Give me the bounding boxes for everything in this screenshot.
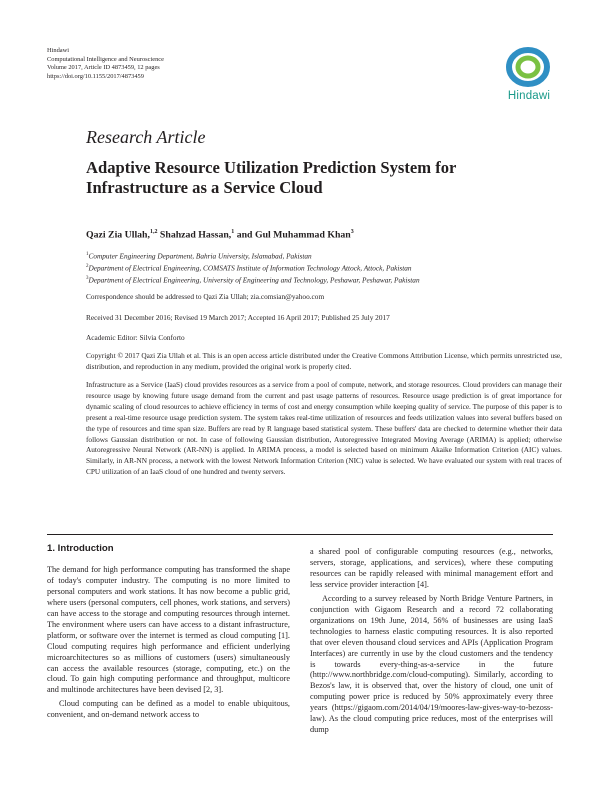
author-affiliation-mark: 3 [350,229,354,235]
affiliation-item: $^1$Computer Engineering Department, Bahria University, Islamabad, Pakistan [86,251,312,261]
title-line-1: Adaptive Resource Utilization Prediction System for [86,158,457,177]
author-affiliation-mark: 1,2 [149,229,158,235]
paragraph: According to a survey released by North Bridge Venture Partners, in conjunction with Gigaom Research and a record 72 collaborating organizations on 19th June, 2014, 56% of businesses are using IaaS technologies to harness elastic computing resources. It is also reported that over eleven thousand cloud services and APIs (Application Program Interfaces) are currently in use by the cloud customers and the tendency is towards every-thing-as-a-service in the future (http://www.northbridge.com/cloud-computing). Similarly, according to Bezos's law, it is observed that, over the history of cloud, one unit of computing power price is reduced by 50% approximately every three years (https://gigaom.com/2014/04/19/moores-law-gives-way-to-bezoss-law). As the cloud computing price reduces, most of the enterprises will dump [310,593,553,735]
journal-name: Computational Intelligence and Neuroscience [47,55,164,63]
hindawi-logo-text: Hindawi [507,90,551,102]
section-divider [47,534,553,535]
copyright-notice: Copyright © 2017 Qazi Zia Ullah et al. This is an open access article distributed under the Creative Commons Attribution License, which permits unrestricted use, distribution, and reproduction in any medium, provided the original work is properly cited. [86,351,562,371]
left-column [47,544,290,721]
publication-dates: Received 31 December 2016; Revised 19 March 2017; Accepted 16 April 2017; Published 25 July 2017 [86,313,390,322]
title-line-2: Infrastructure as a Service Cloud [86,178,323,197]
section-heading: 1. Introduction [47,543,114,554]
article-title [86,158,526,198]
author-name: Qazi Zia Ullah, [86,229,150,241]
author-affiliation-mark: 1 [231,229,235,235]
paragraph: Cloud computing can be defined as a model to enable ubiquitous, convenient, and on-demand network access to [47,699,290,720]
abstract: Infrastructure as a Service (IaaS) cloud provides resources as a service from a pool of compute, network, and storage resources. Cloud providers can manage their resource usage by knowing future usage demand from the current and past usage patterns of resources. Resource usage prediction is of great importance for dynamic scaling of cloud resources to achieve efficiency in terms of cost and energy consumption while keeping quality of service. The purpose of this paper is to present a real-time resource usage prediction system. The system takes real-time utilization of resources and feeds utilization values into several buffers based on the type of resources and time span size. Buffers are read by R language based statistical system. These buffers' data are checked to determine whether their data follows Gaussian distribution or not. In case of following Gaussian distribution, Autoregressive Integrated Moving Average (ARIMA) is applied; otherwise Autoregressive Neural Network (AR-NN) is applied. In ARIMA process, a model is selected based on minimum Akaike Information Criterion (AIC) values. Similarly, in AR-NN process, a network with the lowest Network Information Criterion (NIC) value is selected. We have evaluated our system with real traces of CPU utilization of an IaaS cloud of one hundred and twenty servers. [86,380,562,477]
journal-header [47,47,347,81]
publisher-name: Hindawi [47,47,70,54]
author-name: and Gul Muhammad Khan [234,229,351,241]
paragraph: a shared pool of configurable computing resources (e.g., networks, servers, storage, applications, and services), where these computing resources can be rapidly released with minimal management effort and less service provider interaction [4]. [310,547,553,589]
author-name: Shahzad Hassan, [157,229,232,241]
volume-line: Volume 2017, Article ID 4873459, 12 pages [47,64,160,72]
right-column [310,547,553,736]
academic-editor: Academic Editor: Silvia Conforto [86,333,185,342]
affiliation-item: $^2$Department of Electrical Engineering, COMSATS Institute of Information Technology Attock, Attock, Pakistan [86,263,412,273]
correspondence: Correspondence should be addressed to Qazi Zia Ullah; zia.comsian@yahoo.com [86,292,325,301]
author-list [86,229,354,240]
paragraph: The demand for high performance computing has transformed the shape of today's computer industry. The computing is no more limited to personal computers and work stations. It has now become a public grid, where users (personal computers, cell phones, work stations, and servers) can have access to the storage and computing resources through internet. The environment where users can have access to a distant infrastructure, platform, or software over the internet is termed as cloud computing [1]. Cloud computing requires high performance and efficient underlying microarchitectures so as millions of customers (users) simultaneously can access the available resources (storage, computing, etc.) on the cloud. To gain high computing performance and throughput, multicore and multinode architectures have been devised [2, 3]. [47,564,290,695]
affiliation-item: $^3$Department of Electrical Engineering, University of Engineering and Technology, Peshawar, Peshawar, Pakistan [86,275,420,285]
affiliations [86,250,556,287]
doi-link[interactable]: https://doi.org/10.1155/2017/4873459 [47,72,144,80]
article-type: Research Article [86,127,206,147]
